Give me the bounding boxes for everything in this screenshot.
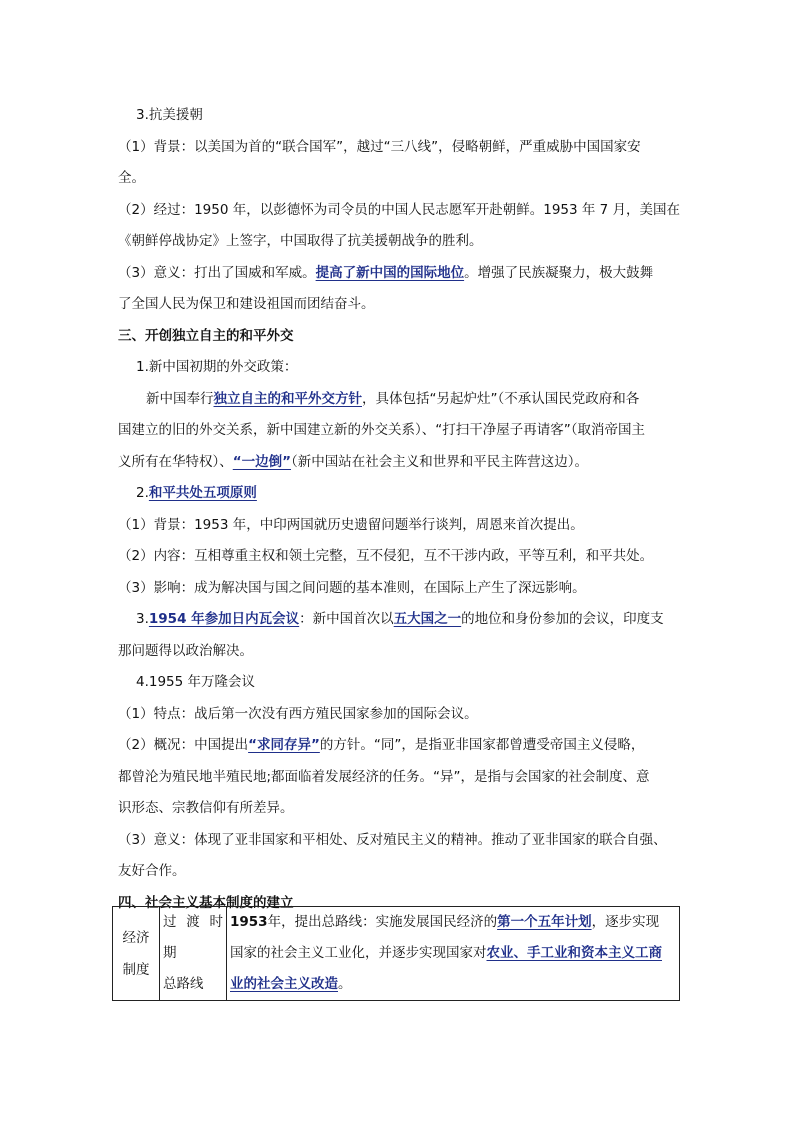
document-body xyxy=(118,100,684,919)
paragraph-line: （1）特点：战后第一次没有西方殖民国家参加的国际会议。 xyxy=(118,705,478,722)
section-heading-socialist-system: 四、社会主义基本制度的建立 xyxy=(118,894,294,911)
paragraph-line: （3）影响：成为解决国与国之间问题的基本准则，在国际上产生了深远影响。 xyxy=(118,579,586,596)
paragraph-line: 友好合作。 xyxy=(118,863,186,879)
highlight-term: “求同存异” xyxy=(248,737,320,753)
subheading-bandung-conference: 4.1955 年万隆会议 xyxy=(136,674,256,690)
paragraph-line: 识形态、宗教信仰有所差异。 xyxy=(118,800,294,816)
highlight-term: “一边倒” xyxy=(232,453,291,470)
table-row xyxy=(113,907,680,1001)
socialist-system-table xyxy=(112,906,680,1001)
paragraph-line: 国建立的旧的外交关系，新中国建立新的外交关系）、“打扫干净屋子再请客”（取消帝国主 xyxy=(118,422,645,438)
paragraph-line: 《朝鲜停战协定》上签字，中国取得了抗美援朝战争的胜利。 xyxy=(118,233,483,249)
paragraph-line: （1）背景：以美国为首的“联合国军”，越过“三八线”，侵略朝鲜，严重威胁中国国家安 xyxy=(118,138,641,155)
paragraph-line: （3）意义：体现了亚非国家和平相处、反对殖民主义的精神。推动了亚非国家的联合自强、 xyxy=(118,831,667,848)
highlight-term: 独立自主的和平外交方针 xyxy=(213,390,362,407)
paragraph-line: 都曾沦为殖民地半殖民地;都面临着发展经济的任务。“异”，是指与会国家的社会制度、意 xyxy=(118,768,650,785)
highlight-term: 五大国之一 xyxy=(393,611,462,627)
paragraph-line: 全。 xyxy=(118,170,145,186)
subheading-foreign-policy: 1.新中国初期的外交政策： xyxy=(136,359,298,375)
table-cell-period: 过 渡 时 期 总路线 xyxy=(160,907,227,1001)
paragraph-line: （2）概况：中国提出“求同存异”的方针。“同”，是指亚非国家都曾遭受帝国主义侵略， xyxy=(118,737,645,753)
paragraph-line: 义所有在华特权）、“一边倒”（新中国站在社会主义和世界和平民主阵营这边）。 xyxy=(118,453,588,470)
paragraph-line: （2）经过：1950 年，以彭德怀为司令员的中国人民志愿军开赴朝鲜。1953 年 7 月，美国在 xyxy=(118,201,681,218)
table-cell-category: 经济 制度 xyxy=(113,907,160,1001)
highlight-term: 业的社会主义改造 xyxy=(230,976,338,992)
highlight-term: 第一个五年计划 xyxy=(497,914,592,930)
highlight-term: 农业、手工业和资本主义工商 xyxy=(486,945,662,961)
paragraph-line: （2）内容：互相尊重主权和领土完整，互不侵犯，互不干涉内政，平等互利，和平共处。 xyxy=(118,548,654,564)
paragraph-line: 了全国人民为保卫和建设祖国而团结奋斗。 xyxy=(118,296,375,312)
paragraph-line: 那问题得以政治解决。 xyxy=(118,642,253,659)
highlight-term: 1954 年参加日内瓦会议 xyxy=(148,611,300,627)
section-heading-resist-us-aid-korea: 3.抗美援朝 xyxy=(136,107,203,123)
subheading-geneva-conference: 3.1954 年参加日内瓦会议：新中国首次以五大国之一的地位和身份参加的会议，印度支 xyxy=(136,611,664,627)
highlight-term: 和平共处五项原则 xyxy=(148,485,257,501)
section-heading-peaceful-diplomacy: 三、开创独立自主的和平外交 xyxy=(118,327,294,344)
paragraph-line: （3）意义：打出了国威和军威。提高了新中国的国际地位。增强了民族凝聚力，极大鼓舞 xyxy=(118,264,654,281)
highlight-term: 提高了新中国的国际地位 xyxy=(315,264,465,281)
table-cell-content: 1953年，提出总路线：实施发展国民经济的第一个五年计划，逐步实现 国家的社会主义工业化，并逐步实现国家对农业、手工业和资本主义工商 业的社会主义改造。 xyxy=(227,907,680,1001)
paragraph-line: 新中国奉行独立自主的和平外交方针，具体包括“另起炉灶”（不承认国民党政府和各 xyxy=(146,390,640,407)
paragraph-line: （1）背景：1953 年，中印两国就历史遗留问题举行谈判，周恩来首次提出。 xyxy=(118,516,584,533)
subheading-five-principles: 2.和平共处五项原则 xyxy=(136,485,257,501)
